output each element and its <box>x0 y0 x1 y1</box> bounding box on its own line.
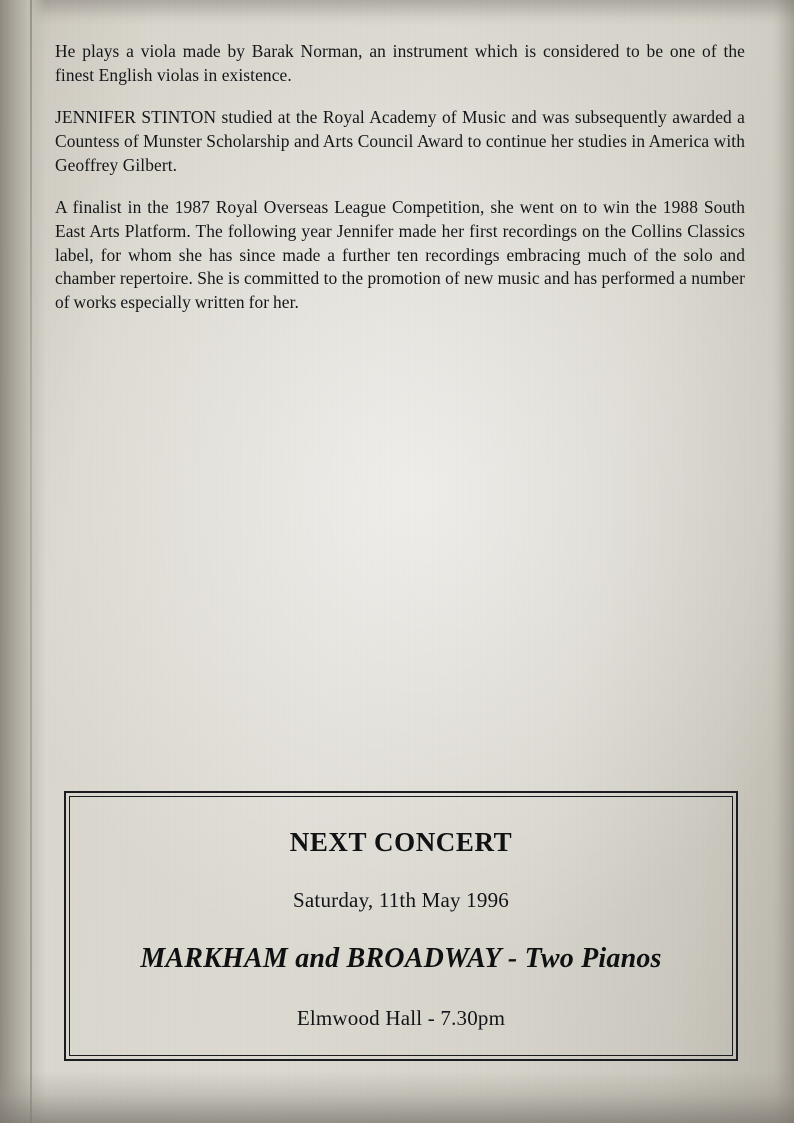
next-concert-box-inner <box>69 796 733 1056</box>
page-bottom-shadow <box>0 1071 794 1123</box>
paragraph-stinton-career: A finalist in the 1987 Royal Overseas League Competition, she went on to win the 1988 South East Arts Platform. The following year Jennifer made her first recordings on the Collins Classics label, for whom she has since made a further ten recordings embracing much of the solo and chamber repertoire. She is committed to the promotion of new music and has performed a number of works especially written for her. <box>55 197 745 313</box>
page-binding-gutter <box>0 0 46 1123</box>
next-concert-box <box>64 791 738 1061</box>
next-concert-date: Saturday, 11th May 1996 <box>293 888 509 912</box>
paragraph-stinton-bio: JENNIFER STINTON studied at the Royal Academy of Music and was subsequently awarded a Countess of Munster Scholarship and Arts Council Award to continue her studies in America with Geoffrey Gilbert. <box>55 107 745 175</box>
page-top-shadow <box>0 0 794 26</box>
page-right-shadow <box>770 0 794 1123</box>
next-concert-performers: MARKHAM and BROADWAY - Two Pianos <box>140 943 662 974</box>
body-text-column <box>55 40 745 315</box>
paragraph-viola-note: He plays a viola made by Barak Norman, an instrument which is considered to be one of the finest English violas in existence. <box>55 41 745 85</box>
next-concert-venue: Elmwood Hall - 7.30pm <box>296 1006 506 1030</box>
next-concert-title: NEXT CONCERT <box>289 827 513 857</box>
binding-crease-line <box>30 0 32 1123</box>
